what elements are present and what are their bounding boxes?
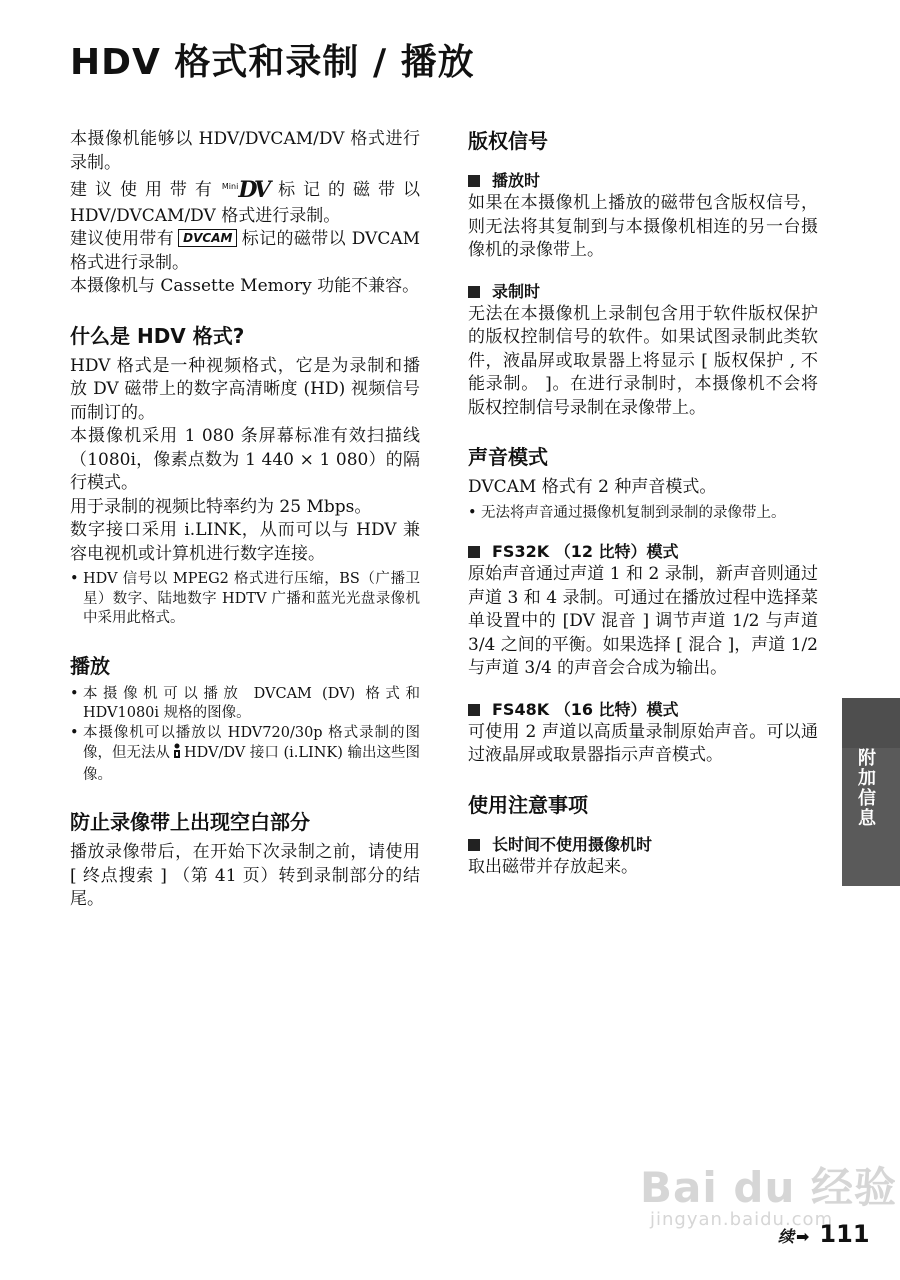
- watermark: [640, 1155, 897, 1230]
- minidv-logo-icon: [222, 175, 268, 205]
- paragraph: 用于录制的视频比特率约为 25 Mbps。: [70, 496, 372, 517]
- subheading-text: 播放时: [492, 171, 541, 190]
- paragraph: 如果在本摄像机上播放的磁带包含版权信号，则无法将其复制到与本摄像机相连的另一台摄像机的录像带上。: [468, 193, 818, 260]
- intro-text: 标记的磁带以 DVCAM 格式进行录制。: [70, 229, 421, 273]
- watermark-url: jingyan.baidu.com: [650, 1209, 834, 1230]
- bullet-list: [70, 570, 420, 629]
- page-number: 111: [819, 1220, 870, 1248]
- audio-section: [468, 444, 818, 768]
- square-bullet-icon: [468, 546, 480, 558]
- watermark-logo: Bai du 经验: [640, 1163, 897, 1212]
- intro-paragraph-4: 本摄像机与 Cassette Memory 功能不兼容。: [70, 276, 420, 296]
- intro-paragraph-3: [70, 228, 420, 275]
- bullet-text: 本摄像机可以播放以 HDV720/30p 格式录制的图像，但无法从: [83, 724, 420, 761]
- copyright-section: [468, 128, 818, 420]
- bullet-item: • 无法将声音通过摄像机复制到录制的录像带上。: [468, 504, 818, 524]
- bullet-text: HDV/DV 接口 (i.LINK) 输出这些图像。: [83, 745, 421, 783]
- playback-section: [70, 653, 420, 786]
- section-heading: 版权信号: [468, 129, 548, 153]
- subheading-text: FS48K （16 比特）模式: [492, 699, 679, 719]
- paragraph: 无法在本摄像机上录制包含用于软件版权保护的版权控制信号的软件。如果试图录制此类软件，液晶屏或取景器上将显示 [ 版权保护 , 不能录制。 ]。在进行录制时，本摄像机不会将版权控制信号录制在录像带上。: [468, 303, 818, 418]
- subheading: [468, 541, 818, 563]
- right-column: [468, 128, 818, 879]
- side-tab-accent: [842, 698, 900, 748]
- paragraph: 取出磁带并存放起来。: [468, 856, 638, 877]
- intro-text: 建议使用带有: [70, 229, 175, 249]
- bullet-item: • 本摄像机可以播放 DVCAM (DV) 格式和 HDV1080i 规格的图像。: [70, 685, 420, 724]
- intro-paragraph-2: [70, 175, 420, 228]
- arrow-right-icon: ➡: [796, 1227, 810, 1246]
- subheading-text: 长时间不使用摄像机时: [492, 834, 653, 854]
- paragraph: 本摄像机采用 1 080 条屏幕标准有效扫描线 （1080i，像素点数为 1 440 × 1 080）的隔行模式。: [70, 426, 420, 493]
- bullet-item: [70, 724, 420, 786]
- section-heading: 播放: [70, 653, 110, 678]
- bullet-list: [70, 685, 420, 786]
- dvcam-logo-icon: DVCAM: [178, 229, 237, 247]
- section-heading: 声音模式: [468, 445, 548, 469]
- subheading: [468, 834, 818, 856]
- square-bullet-icon: [468, 286, 480, 298]
- section-heading: 防止录像带上出现空白部分: [70, 810, 310, 834]
- subheading: [468, 699, 818, 721]
- paragraph: 数字接口采用 i.LINK，从而可以与 HDV 兼容电视机或计算机进行数字连接。: [70, 520, 420, 564]
- left-column: [70, 128, 420, 912]
- page-title: HDV 格式和录制 / 播放: [70, 42, 475, 83]
- section-heading: 使用注意事项: [468, 792, 588, 817]
- paragraph: 播放录像带后，在开始下次录制之前，请使用 [ 终点搜索 ] （第 41 页）转到录制部分的结尾。: [70, 842, 420, 909]
- paragraph: 原始声音通过声道 1 和 2 录制，新声音则通过声道 3 和 4 录制。可通过在播放过程中选择菜单设置中的 [DV 混音 ] 调节声道 1/2 与声道 3/4 之间的平衡。如果选择 [ 混合 ]，声道 1/2 与声道 3/4 的声音会合成为输出。: [468, 564, 819, 678]
- intro-paragraph-1: 本摄像机能够以 HDV/DVCAM/DV 格式进行录制。: [70, 129, 420, 173]
- intro-text: 建议使用带有: [70, 180, 220, 200]
- square-bullet-icon: [468, 839, 480, 851]
- paragraph: 可使用 2 声道以高质量录制原始声音。可以通过液晶屏或取景器指示声音模式。: [468, 721, 818, 765]
- subheading-text: FS32K （12 比特）模式: [492, 542, 679, 561]
- side-tab-label: 附加信息: [855, 748, 876, 828]
- intro-text: 标记的磁带以 HDV/DVCAM/DV 格式进行录制。: [70, 180, 420, 226]
- square-bullet-icon: [468, 704, 480, 716]
- minidv-logo-big: DV: [238, 177, 269, 203]
- care-section: [468, 792, 818, 880]
- ilink-icon: [172, 743, 182, 766]
- bullet-item: • HDV 信号以 MPEG2 格式进行压缩，BS（广播卫星）数字、陆地数字 HDTV 广播和蓝光光盘录像机中采用此格式。: [70, 570, 420, 629]
- subheading-text: 录制时: [492, 281, 541, 301]
- square-bullet-icon: [468, 175, 480, 187]
- subheading: [468, 281, 818, 303]
- paragraph: HDV 格式是一种视频格式，它是为录制和播放 DV 磁带上的数字高清晰度 (HD) 视频信号而制订的。: [70, 355, 420, 423]
- continued-label: 续: [778, 1227, 795, 1246]
- blank-section: [70, 809, 420, 912]
- minidv-logo-small: Mini: [221, 182, 239, 191]
- what-is-hdv-section: [70, 323, 420, 629]
- section-heading: 什么是 HDV 格式?: [70, 323, 245, 348]
- paragraph: DVCAM 格式有 2 种声音模式。: [468, 477, 717, 497]
- page-footer: [778, 1220, 870, 1248]
- intro-section: [70, 128, 420, 299]
- subheading: [468, 170, 818, 192]
- bullet-list: [468, 504, 818, 524]
